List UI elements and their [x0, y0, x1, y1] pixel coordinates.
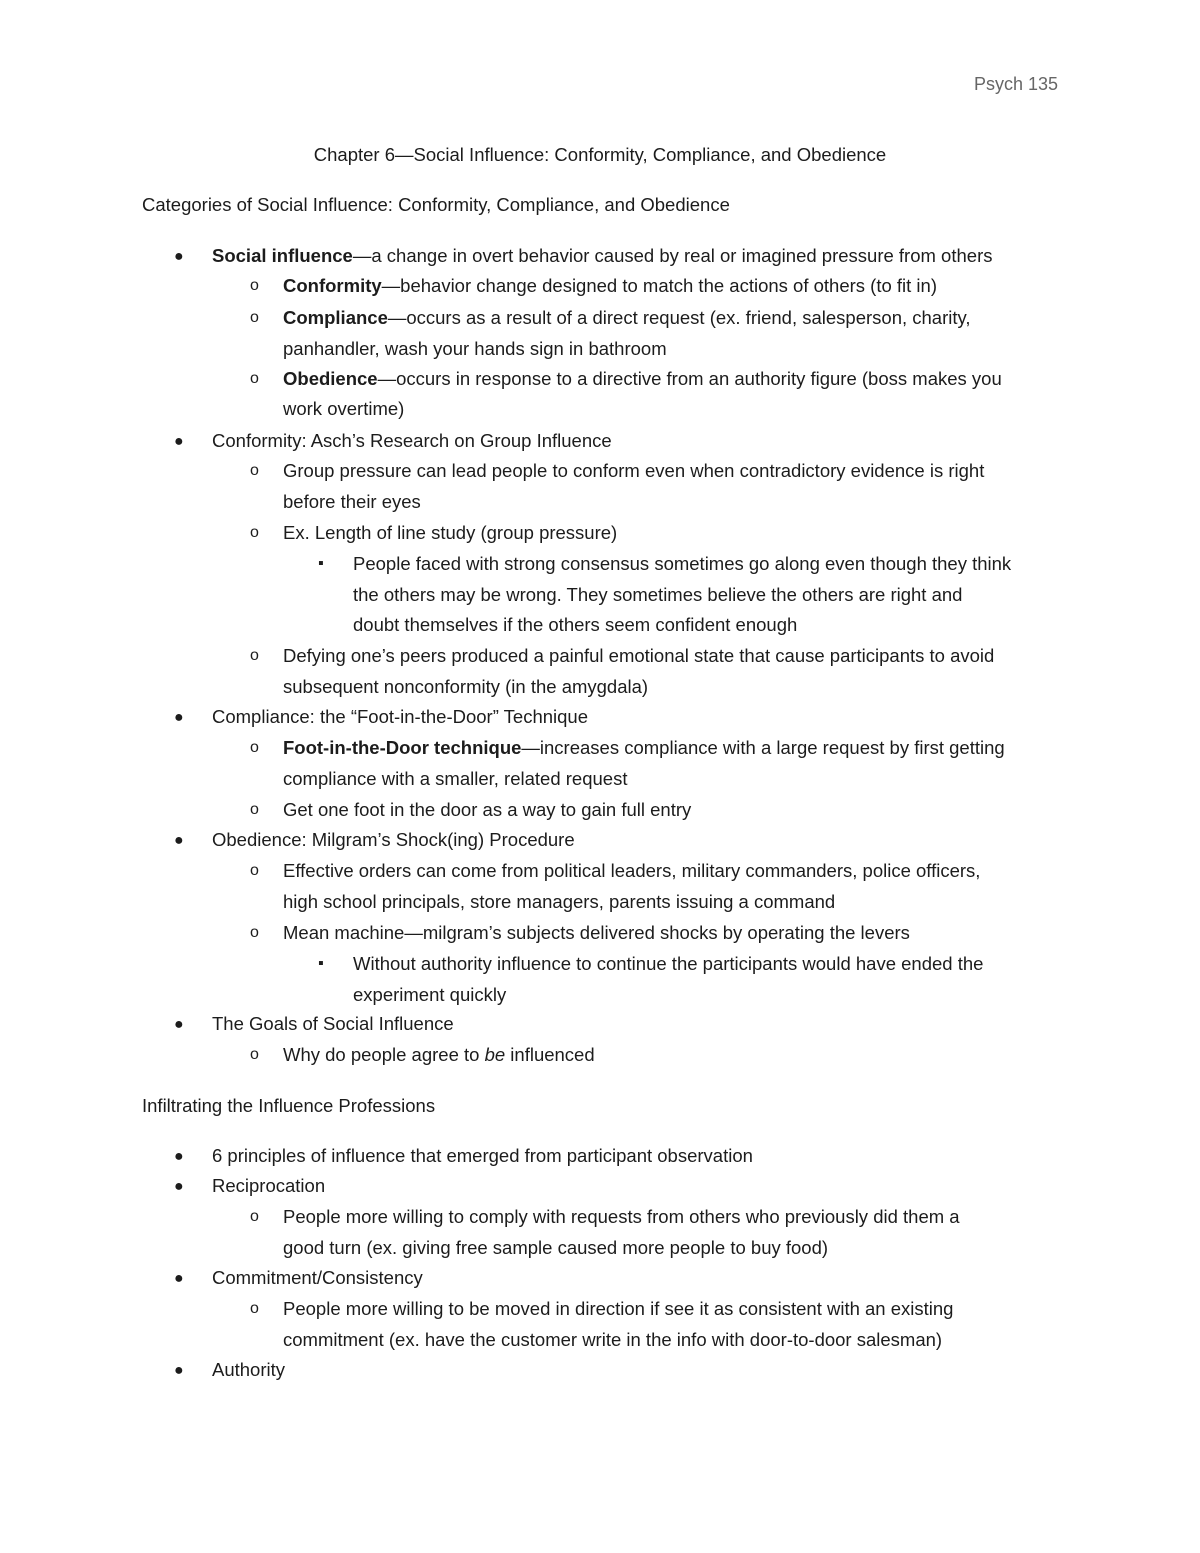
- list-item-milgram-1: Effective orders can come from political leaders, military commanders, police officers,: [283, 860, 981, 881]
- definition-foot-in-door: —increases compliance with a large request by first getting: [521, 737, 1005, 758]
- page-header: Psych 135: [973, 74, 1058, 94]
- bullet-circle: o: [250, 1046, 259, 1063]
- list-item-obedience: [283, 368, 1002, 390]
- emphasis: be: [484, 1044, 506, 1065]
- list-item-fitd-1: [283, 737, 1005, 759]
- section-heading-professions: Infiltrating the Influence Professions: [142, 1095, 436, 1116]
- list-item-goals-1: [283, 1044, 595, 1066]
- section-heading-categories: Categories of Social Influence: Conformity, Compliance, and Obedience: [142, 194, 730, 215]
- list-item-milgram-1-cont: high school principals, store managers, parents issuing a command: [283, 891, 836, 912]
- list-item-milgram-2: Mean machine—milgram’s subjects delivered shocks by operating the levers: [283, 922, 910, 943]
- bullet-dot: ●: [174, 1016, 184, 1033]
- list-item-asch-3-cont: subsequent nonconformity (in the amygdala): [283, 676, 649, 697]
- term-conformity: Conformity: [283, 275, 382, 296]
- bullet-circle: o: [250, 924, 259, 941]
- bullet-dot: ●: [174, 248, 184, 265]
- list-item-social-influence: [212, 245, 992, 267]
- term-compliance: Compliance: [283, 307, 388, 328]
- bullet-circle: o: [250, 801, 259, 818]
- list-item-commitment: Commitment/Consistency: [212, 1267, 423, 1288]
- bullet-dot: ●: [174, 1148, 184, 1165]
- bullet-circle: o: [250, 462, 259, 479]
- list-item-asch-2-sub-cont: the others may be wrong. They sometimes believe the others are right and: [353, 584, 963, 605]
- list-item-authority: Authority: [212, 1359, 286, 1380]
- term-obedience: Obedience: [283, 368, 378, 389]
- list-item-compliance-cont: panhandler, wash your hands sign in bathroom: [283, 338, 667, 359]
- term-foot-in-door: Foot-in-the-Door technique: [283, 737, 522, 758]
- list-item-commit-1-cont: commitment (ex. have the customer write in the info with door-to-door salesman): [283, 1329, 943, 1350]
- bullet-dot: ●: [174, 1362, 184, 1379]
- list-item-asch: Conformity: Asch’s Research on Group Influence: [212, 430, 612, 451]
- list-item-reciprocation: Reciprocation: [212, 1175, 326, 1196]
- bullet-circle: o: [250, 277, 259, 294]
- bullet-dot: ●: [174, 1178, 184, 1195]
- text-segment: influenced: [505, 1044, 595, 1065]
- bullet-circle: o: [250, 1208, 259, 1225]
- bullet-circle: o: [250, 370, 259, 387]
- bullet-circle: o: [250, 647, 259, 664]
- definition-obedience: —occurs in response to a directive from an authority figure (boss makes you: [377, 368, 1002, 389]
- definition-social-influence: —a change in overt behavior caused by real or imagined pressure from others: [352, 245, 993, 266]
- list-item-asch-2-sub: People faced with strong consensus sometimes go along even though they think: [353, 553, 1012, 574]
- definition-compliance: —occurs as a result of a direct request (ex. friend, salesperson, charity,: [387, 307, 971, 328]
- chapter-title: Chapter 6—Social Influence: Conformity, Compliance, and Obedience: [313, 144, 887, 165]
- bullet-dot: ●: [174, 709, 184, 726]
- list-item-milgram-2-sub-cont: experiment quickly: [353, 984, 507, 1005]
- text-segment: Why do people agree to: [283, 1044, 485, 1065]
- bullet-dot: ●: [174, 832, 184, 849]
- list-item-fitd-1-cont: compliance with a smaller, related request: [283, 768, 628, 789]
- bullet-square: ▪: [318, 555, 324, 572]
- list-item-asch-1: Group pressure can lead people to conform even when contradictory evidence is right: [283, 460, 985, 481]
- bullet-dot: ●: [174, 433, 184, 450]
- list-item-asch-1-cont: before their eyes: [283, 491, 421, 512]
- list-item-principles: 6 principles of influence that emerged from participant observation: [212, 1145, 753, 1166]
- bullet-dot: ●: [174, 1270, 184, 1287]
- term-social-influence: Social influence: [212, 245, 353, 266]
- bullet-circle: o: [250, 862, 259, 879]
- list-item-asch-3: Defying one’s peers produced a painful emotional state that cause participants to avoid: [283, 645, 995, 666]
- bullet-circle: o: [250, 1300, 259, 1317]
- list-item-asch-2: Ex. Length of line study (group pressure): [283, 522, 618, 543]
- list-item-compliance: [283, 307, 971, 329]
- list-item-fitd-2: Get one foot in the door as a way to gain full entry: [283, 799, 692, 820]
- list-item-foot-in-door: Compliance: the “Foot-in-the-Door” Technique: [212, 706, 589, 727]
- list-item-recip-1: People more willing to comply with requests from others who previously did them a: [283, 1206, 960, 1227]
- bullet-square: ▪: [318, 955, 324, 972]
- list-item-recip-1-cont: good turn (ex. giving free sample caused more people to buy food): [283, 1237, 829, 1258]
- definition-conformity: —behavior change designed to match the actions of others (to fit in): [381, 275, 937, 296]
- list-item-obedience-cont: work overtime): [283, 398, 405, 419]
- list-item-milgram-2-sub: Without authority influence to continue the participants would have ended the: [353, 953, 984, 974]
- list-item-asch-2-sub-cont: doubt themselves if the others seem confident enough: [353, 614, 798, 635]
- list-item-milgram: Obedience: Milgram’s Shock(ing) Procedure: [212, 829, 575, 850]
- list-item-commit-1: People more willing to be moved in direction if see it as consistent with an existing: [283, 1298, 954, 1319]
- bullet-circle: o: [250, 739, 259, 756]
- list-item-goals: The Goals of Social Influence: [212, 1013, 454, 1034]
- bullet-circle: o: [250, 309, 259, 326]
- bullet-circle: o: [250, 524, 259, 541]
- list-item-conformity: [283, 275, 937, 297]
